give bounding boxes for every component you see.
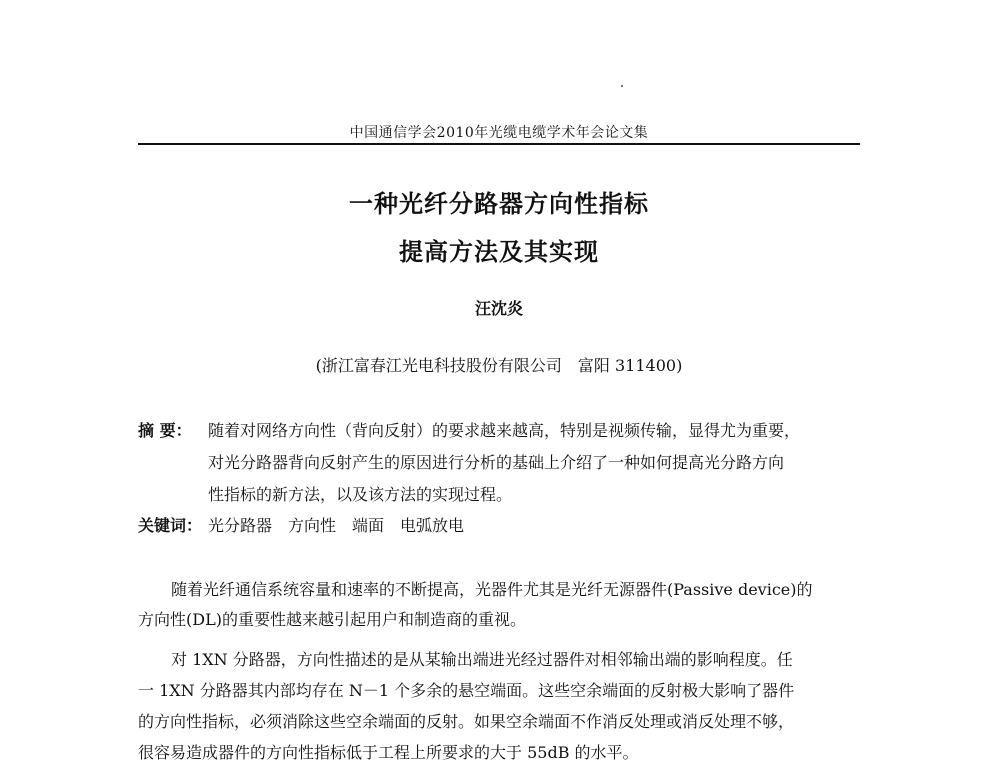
keywords-label: 关键词： (138, 516, 203, 535)
body-line: 随着光纤通信系统容量和速率的不断提高，光器件尤其是光纤无源器件(Passive device)的 (171, 580, 813, 599)
scan-speck (621, 85, 623, 87)
abstract-line: 性指标的新方法，以及该方法的实现过程。 (208, 485, 513, 504)
body-line: 很容易造成器件的方向性指标低于工程上所要求的大于 55dB 的水平。 (138, 743, 639, 762)
body-line: 的方向性指标，必须消除这些空余端面的反射。如果空余端面不作消反处理或消反处理不够， (138, 712, 795, 731)
abstract-line: 随着对网络方向性（背向反射）的要求越来越高，特别是视频传输，显得尤为重要， (208, 421, 801, 440)
paper-title-line-1: 一种光纤分路器方向性指标 (349, 190, 649, 218)
abstract-label: 摘 要： (138, 421, 192, 440)
abstract-line: 对光分路器背向反射产生的原因进行分析的基础上介绍了一种如何提高光分路方向 (208, 453, 785, 472)
affiliation-location: 富阳 311400) (577, 356, 683, 375)
keyword: 端面 (352, 516, 385, 535)
affiliation (138, 353, 860, 376)
author-name: 汪沈炎 (474, 299, 523, 318)
keyword: 光分路器 (208, 516, 273, 535)
header-rule (138, 143, 860, 145)
affiliation-org: (浙江富春江光电科技股份有限公司 (315, 356, 562, 375)
paper-title-line-2: 提高方法及其实现 (399, 238, 599, 266)
keywords-list (208, 513, 480, 536)
keyword: 电弧放电 (400, 516, 465, 535)
body-line: 方向性(DL)的重要性越来越引起用户和制造商的重视。 (138, 610, 526, 629)
keyword: 方向性 (288, 516, 337, 535)
body-line: 一 1XN 分路器其内部均存在 N－1 个多余的悬空端面。这些空余端面的反射极大影响了器件 (138, 681, 795, 700)
running-header: 中国通信学会2010年光缆电缆学术年会论文集 (349, 125, 649, 141)
body-line: 对 1XN 分路器，方向性描述的是从某输出端进光经过器件对相邻输出端的影响程度。任 (171, 650, 793, 669)
